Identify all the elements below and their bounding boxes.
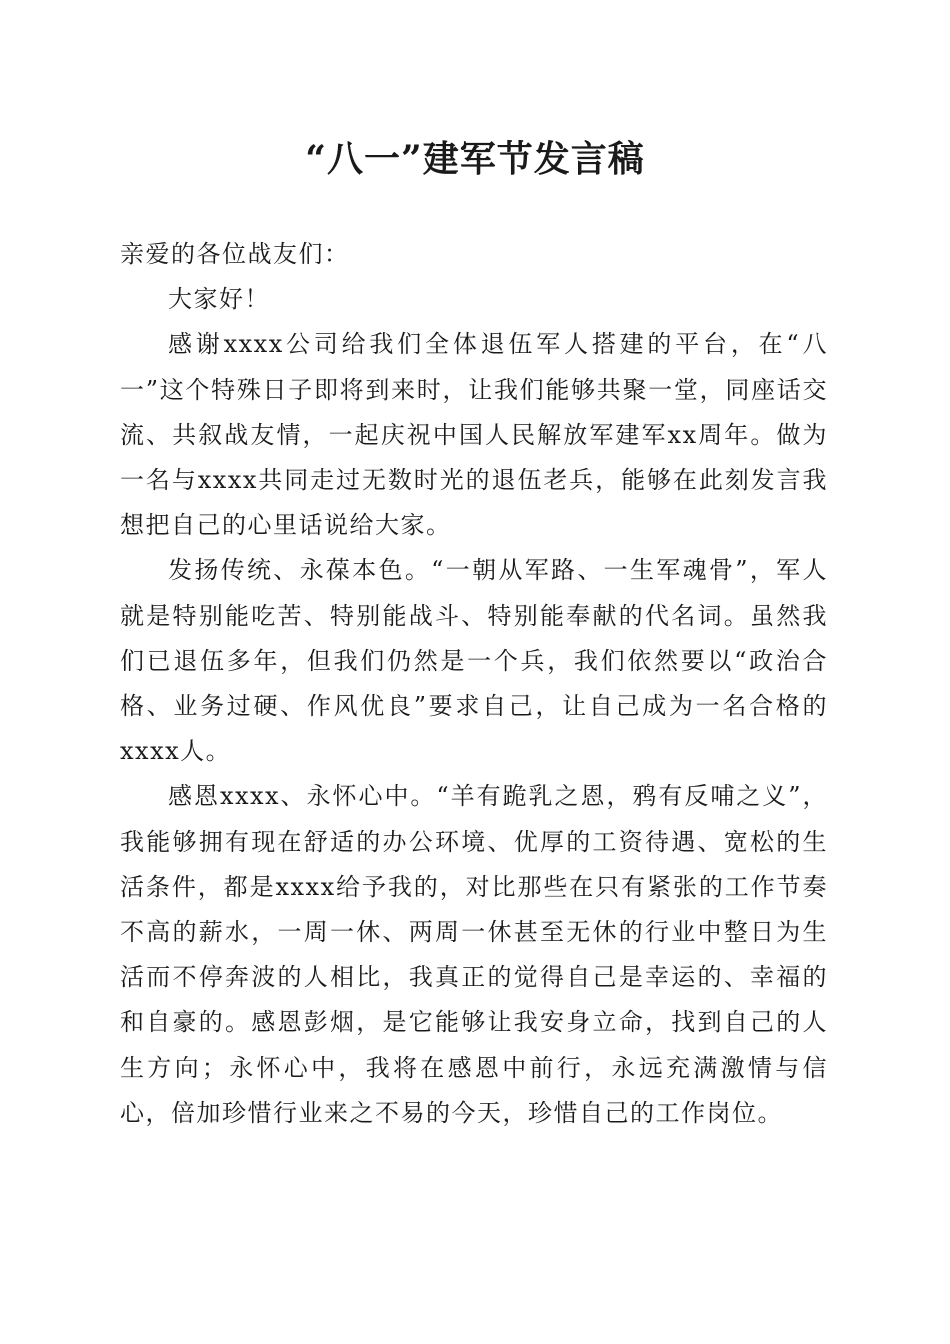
- paragraph-gratitude: 感恩xxxx、永怀心中。“羊有跪乳之恩，鸦有反哺之义”，我能够拥有现在舒适的办公环境、优厚的工资待遇、宽松的生活条件，都是xxxx给予我的，对比那些在只有紧张的工作节奏不高的薪水，一周一休、两周一休甚至无休的行业中整日为生活而不停奔波的人相比，我真正的觉得自己是幸运的、幸福的和自豪的。感恩彭烟，是它能够让我安身立命，找到自己的人生方向；永怀心中，我将在感恩中前行，永远充满激情与信心，倍加珍惜行业来之不易的今天，珍惜自己的工作岗位。: [120, 782, 828, 1127]
- paragraph-thanks: 感谢xxxx公司给我们全体退伍军人搭建的平台，在“八一”这个特殊日子即将到来时，让我们能够共聚一堂，同座话交流、共叙战友情，一起庆祝中国人民解放军建军xx周年。做为一名与xxxx共同走过无数时光的退伍老兵，能够在此刻发言我想把自己的心里话说给大家。: [120, 330, 828, 540]
- document-title: “八一”建军节发言稿: [305, 138, 645, 180]
- paragraph-tradition: 发扬传统、永葆本色。“一朝从军路、一生军魂骨”，军人就是特别能吃苦、特别能战斗、特别能奉献的代名词。虽然我们已退伍多年，但我们仍然是一个兵，我们依然要以“政治合格、业务过硬、作风优良”要求自己，让自己成为一名合格的xxxx人。: [120, 556, 828, 766]
- salutation: 亲爱的各位战友们：: [120, 240, 350, 268]
- document-body: [120, 232, 828, 1136]
- greeting: 大家好！: [168, 285, 270, 314]
